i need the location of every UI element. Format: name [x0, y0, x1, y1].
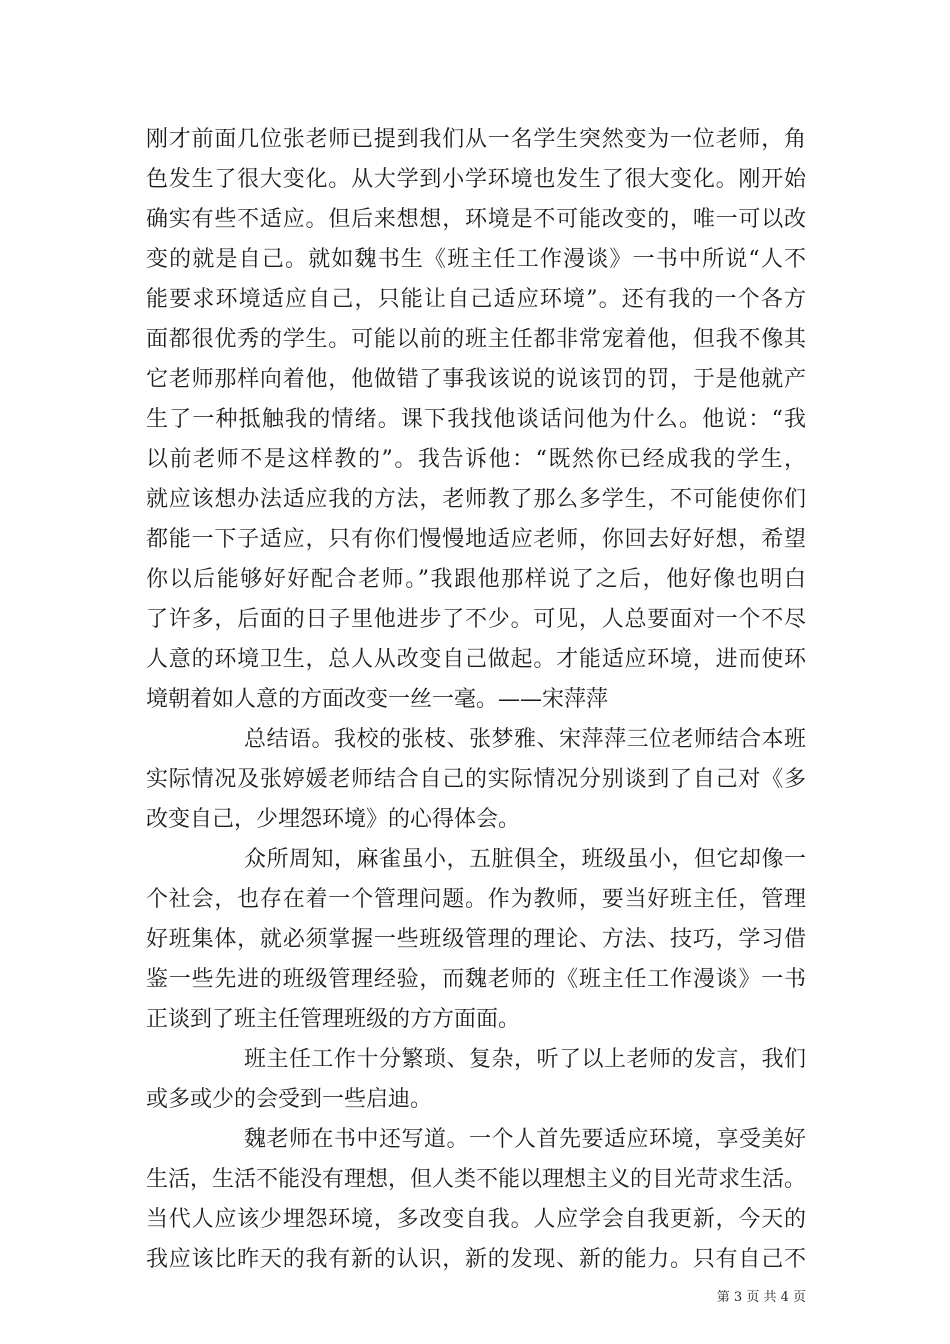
text-line: 好班集体，就必须掌握一些班级管理的理论、方法、技巧，学习借	[146, 927, 806, 952]
text-line: 当代人应该少埋怨环境，多改变自我。人应学会自我更新，今天的	[146, 1207, 806, 1232]
text-line: 就应该想办法适应我的方法，老师教了那么多学生，不可能使你们	[146, 487, 806, 512]
text-line: 生活，生活不能没有理想，但人类不能以理想主义的目光苛求生活。	[146, 1167, 807, 1192]
text-line: 魏老师在书中还写道。一个人首先要适应环境，享受美好	[244, 1127, 806, 1152]
text-line: 能要求环境适应自己，只能让自己适应环境”。还有我的一个各方	[146, 287, 806, 312]
body-text	[146, 120, 806, 1280]
text-line: 总结语。我校的张枝、张梦雅、宋萍萍三位老师结合本班	[244, 727, 806, 752]
text-line: 生了一种抵触我的情绪。课下我找他谈话问他为什么。他说：“我	[146, 407, 806, 432]
text-line: 或多或少的会受到一些启迪。	[146, 1087, 433, 1112]
text-line: 刚才前面几位张老师已提到我们从一名学生突然变为一位老师，角	[146, 127, 806, 152]
text-line: 众所周知，麻雀虽小，五脏俱全，班级虽小，但它却像一	[244, 847, 806, 872]
text-line: 你以后能够好好配合老师。”我跟他那样说了之后，他好像也明白	[146, 567, 806, 592]
text-line: 鉴一些先进的班级管理经验，而魏老师的《班主任工作漫谈》一书	[146, 967, 806, 992]
text-line: 以前老师不是这样教的”。我告诉他：“既然你已经成我的学生，	[146, 447, 806, 472]
text-line: 都能一下子适应，只有你们慢慢地适应老师，你回去好好想，希望	[146, 527, 806, 552]
text-line: 境朝着如人意的方面改变一丝一毫。——宋萍萍	[146, 687, 609, 712]
text-line: 确实有些不适应。但后来想想，环境是不可能改变的，唯一可以改	[146, 207, 806, 232]
text-line: 个社会，也存在着一个管理问题。作为教师，要当好班主任，管理	[146, 887, 806, 912]
text-line: 改变自己，少埋怨环境》的心得体会。	[146, 807, 521, 832]
text-line: 它老师那样向着他，他做错了事我该说的说该罚的罚，于是他就产	[146, 367, 806, 392]
text-line: 人意的环境卫生，总人从改变自己做起。才能适应环境，进而使环	[146, 647, 806, 672]
text-line: 色发生了很大变化。从大学到小学环境也发生了很大变化。刚开始	[146, 167, 806, 192]
page-number-footer: 第 3 页 共 4 页	[716, 1290, 806, 1305]
text-line: 了许多，后面的日子里他进步了不少。可见，人总要面对一个不尽	[146, 607, 806, 632]
text-line: 面都很优秀的学生。可能以前的班主任都非常宠着他，但我不像其	[146, 327, 806, 352]
text-line: 我应该比昨天的我有新的认识，新的发现、新的能力。只有自己不	[146, 1247, 806, 1272]
text-line: 实际情况及张婷媛老师结合自己的实际情况分别谈到了自己对《多	[146, 767, 806, 792]
text-line: 班主任工作十分繁琐、复杂，听了以上老师的发言，我们	[244, 1047, 806, 1072]
text-line: 变的就是自己。就如魏书生《班主任工作漫谈》一书中所说“人不	[146, 247, 806, 272]
text-line: 正谈到了班主任管理班级的方方面面。	[146, 1007, 521, 1032]
